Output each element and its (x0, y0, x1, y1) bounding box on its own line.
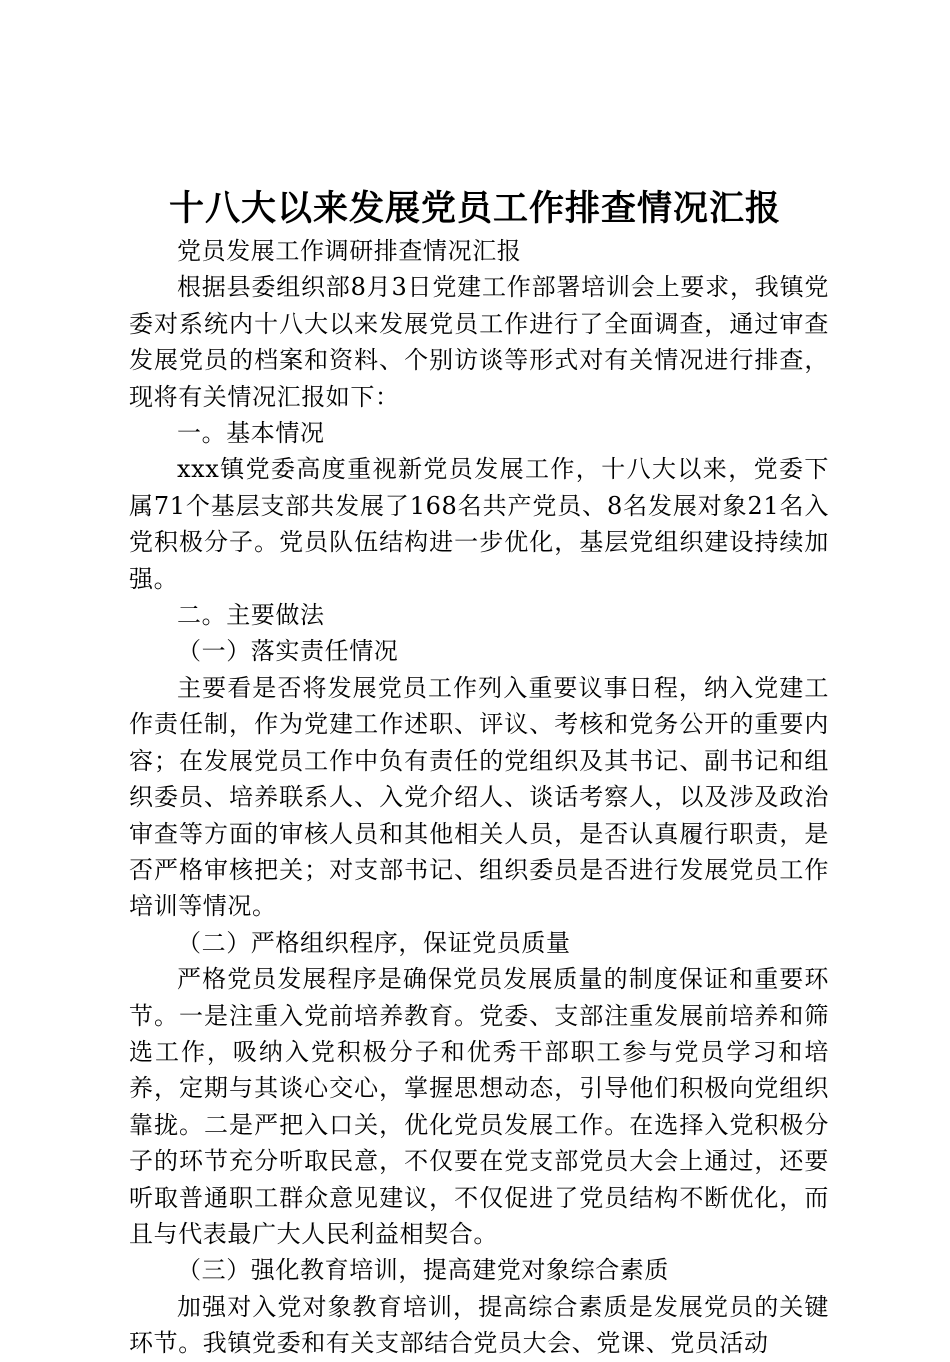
responsibility-paragraph: 主要看是否将发展党员工作列入重要议事日程，纳入党建工作责任制，作为党建工作述职、评议、考核和党务公开的重要内容；在发展党员工作中负有责任的党组织及其书记、副书记和组织委员、培养联系人、入党介绍人、谈话考察人，以及涉及政治审查等方面的审核人员和其他相关人员，是否认真履行职责，是否严格审核把关；对支部书记、组织委员是否进行发展党员工作培训等情况。 (129, 673, 829, 921)
subheading-procedure: （二）严格组织程序，保证党员质量 (177, 928, 571, 957)
document-body (129, 233, 829, 1362)
procedure-paragraph: 严格党员发展程序是确保党员发展质量的制度保证和重要环节。一是注重入党前培养教育。党委、支部注重发展前培养和筛选工作，吸纳入党积极分子和优秀干部职工参与党员学习和培养，定期与其谈心交心，掌握思想动态，引导他们积极向党组织靠拢。二是严把入口关，优化党员发展工作。在选择入党积极分子的环节充分听取民意，不仅要在党支部党员大会上通过，还要听取普通职工群众意见建议，不仅促进了党员结构不断优化，而且与代表最广大人民利益相契合。 (129, 965, 829, 1248)
subheading-responsibility: （一）落实责任情况 (177, 637, 399, 666)
document-title: 十八大以来发展党员工作排查情况汇报 (168, 189, 781, 229)
subtitle-paragraph: 党员发展工作调研排查情况汇报 (177, 237, 522, 265)
subheading-training: （三）强化教育培训，提高建党对象综合素质 (177, 1256, 669, 1285)
training-paragraph: 加强对入党对象教育培训，提高综合素质是发展党员的关键环节。我镇党委和有关支部结合党员大会、党课、党员活动 (129, 1292, 829, 1358)
intro-paragraph: 根据县委组织部8月3日党建工作部署培训会上要求，我镇党委对系统内十八大以来发展党员工作进行了全面调查，通过审查发展党员的档案和资料、个别访谈等形式对有关情况进行排查，现将有关情况汇报如下： (129, 273, 829, 411)
basic-situation-paragraph: xxx镇党委高度重视新党员发展工作，十八大以来，党委下属71个基层支部共发展了168名共产党员、8名发展对象21名入党积极分子。党员队伍结构进一步优化，基层党组织建设持续加强。 (129, 455, 829, 593)
section-heading-basic: 一。基本情况 (177, 419, 325, 448)
section-heading-methods: 二。主要做法 (177, 601, 325, 630)
